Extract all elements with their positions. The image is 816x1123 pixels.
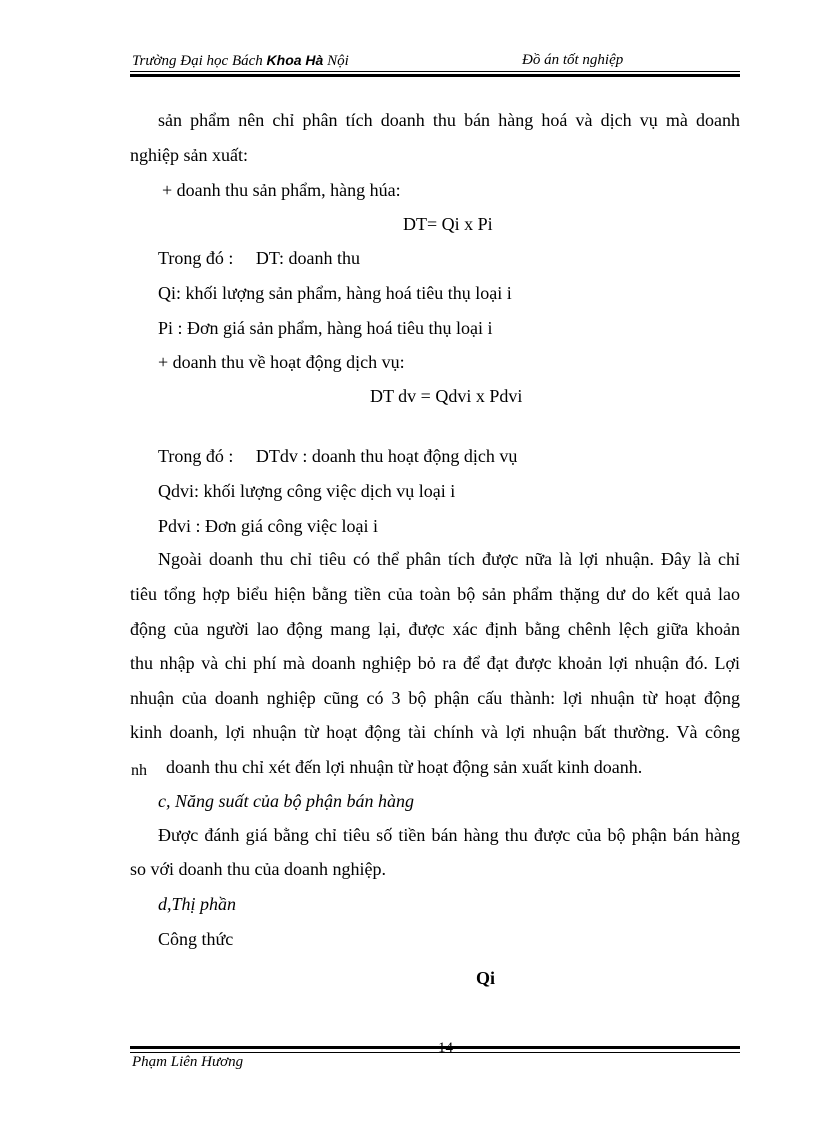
page-number: 14	[438, 1040, 453, 1056]
header-doc-type: Đồ án tốt nghiệp	[522, 52, 624, 68]
text-line: + doanh thu về hoạt động dịch vụ:	[158, 352, 405, 372]
text-line: sản phẩm nên chỉ phân tích doanh thu bán hàng hoá và dịch vụ mà doanh	[158, 110, 740, 130]
header-school	[132, 52, 349, 70]
footer-rule-thin	[130, 1052, 740, 1053]
text-line: Trong đó : DTdv : doanh thu hoạt động dịch vụ	[158, 446, 518, 466]
formula-service-revenue: DT dv = Qdvi x Pdvi	[370, 386, 523, 406]
header-school-right: Nội	[327, 53, 349, 69]
text-line: nghiệp sản xuất:	[130, 145, 248, 165]
header-rule-thick	[130, 74, 740, 77]
text-line: Trong đó : DT: doanh thu	[158, 248, 360, 268]
text-line: Được đánh giá bằng chỉ tiêu số tiền bán hàng thu được của bộ phận bán hàng	[158, 825, 740, 845]
text-line: tiêu tổng hợp biểu hiện bằng tiền của toàn bộ sản phẩm thặng dư do kết quả lao	[130, 584, 740, 604]
text-line: động của người lao động mang lại, được xác định bằng chênh lệch giữa khoản	[130, 619, 740, 639]
text-line: Pi : Đơn giá sản phẩm, hàng hoá tiêu thụ loại i	[158, 318, 493, 338]
formula-qi: Qi	[476, 968, 496, 988]
text-line: Qi: khối lượng sản phẩm, hàng hoá tiêu thụ loại i	[158, 283, 512, 303]
section-heading-d: d,Thị phần	[158, 894, 237, 914]
footer-rule-thick	[130, 1046, 740, 1049]
text-line: kinh doanh, lợi nhuận từ hoạt động tài chính và lợi nhuận bất thường. Và công	[130, 722, 740, 742]
text-line: so với doanh thu của doanh nghiệp.	[130, 859, 386, 879]
text-line: nhuận của doanh nghiệp cũng có 3 bộ phận cấu thành: lợi nhuận từ hoạt động	[130, 688, 740, 708]
header-school-khoa: Khoa Hà	[266, 52, 324, 68]
text-line: Qdvi: khối lượng công việc dịch vụ loại i	[158, 481, 456, 501]
text-fragment: nh	[131, 762, 147, 779]
header-school-left: Trường Đại học Bách	[132, 53, 263, 69]
formula-revenue: DT= Qi x Pi	[403, 214, 493, 234]
section-heading-c: c, Năng suất của bộ phận bán hàng	[158, 791, 414, 811]
header-rule-thin	[130, 71, 740, 72]
footer-author: Phạm Liên Hương	[132, 1054, 244, 1070]
text-line: Ngoài doanh thu chỉ tiêu có thể phân tích được nữa là lợi nhuận. Đây là chỉ	[158, 549, 740, 569]
text-line: Pdvi : Đơn giá công việc loại i	[158, 516, 378, 536]
text-line: doanh thu chỉ xét đến lợi nhuận từ hoạt động sản xuất kinh doanh.	[166, 757, 643, 777]
text-line: Công thức	[158, 929, 234, 949]
text-line: thu nhập và chi phí mà doanh nghiệp bỏ ra để đạt được khoản lợi nhuận đó. Lợi	[130, 653, 740, 673]
text-line: + doanh thu sản phẩm, hàng húa:	[162, 180, 401, 200]
